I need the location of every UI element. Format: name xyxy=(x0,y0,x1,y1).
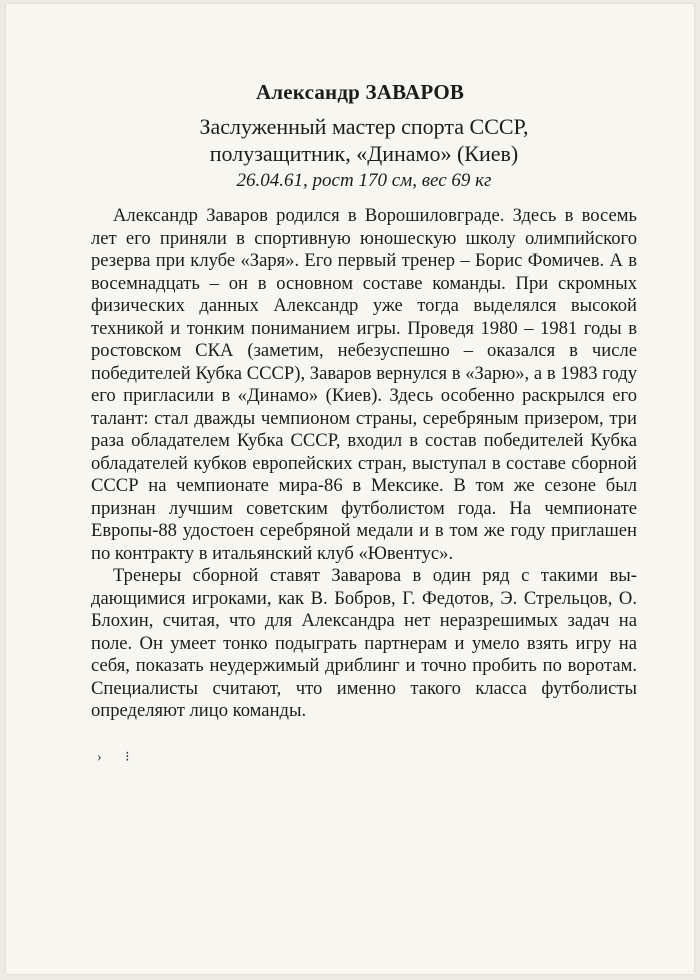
card-header xyxy=(6,80,694,193)
player-name: Александр ЗАВАРОВ xyxy=(255,80,465,104)
print-specks-decoration: › ⁝ xyxy=(97,750,140,765)
biography-card xyxy=(6,4,694,974)
biography-text xyxy=(91,205,637,723)
player-stats: 26.04.61, рост 170 см, вес 69 кг xyxy=(236,170,492,191)
player-title-line-2: полузащитник, «Динамо» (Киев) xyxy=(209,141,519,166)
biography-paragraph-1: Александр Заваров родился в Ворошиловграде. Здесь в восемь лет его приняли в спортивную юношескую школу олимпийского резерва при клубе «Заря». Его первый тренер – Борис Фомичев. А в восемнадцать – он в основном составе команды. При скромных физических данных Александр уже тогда выделялся высокой техникой и тонким пониманием игры. Проведя 1980 – 1981 годы в ростовском СКА (заметим, небезуспешно – оказался в числе победителей Кубка СССР), Заваров вернулся в «Зарю», а в 1983 году его пригласили в «Динамо» (Киев). Здесь особенно раскрылся его талант: стал дважды чемпионом страны, серебряным призером, три раза обладателем Кубка СССР, входил в состав победителей Кубка обладателей кубков европейских стран, выступал в составе сборной СССР на чемпионате мира-86 в Мексике. В том же сезоне был признан лучшим советским футболистом года. На чемпионате Европы-88 удостоен серебряной медали и в том же году приглашен по контракту в итальянский клуб «Ювентус». xyxy=(91,205,637,564)
player-title-line-1: Заслуженный мастер спорта СССР, xyxy=(199,114,529,139)
biography-paragraph-2: Тренеры сборной ставят Заварова в один ряд с такими выдающимися игроками, как В. Бобров, Г. Федотов, Э. Стрельцов, О. Блохин, считая, что для Александра нет неразрешимых задач на поле. Он умеет тонко подыграть партнерам и умело взять игру на себя, показать неудержимый дриблинг и точно пробить по воротам. Специалисты считают, что именно такого класса футболисты определяют лицо команды. xyxy=(91,565,637,721)
